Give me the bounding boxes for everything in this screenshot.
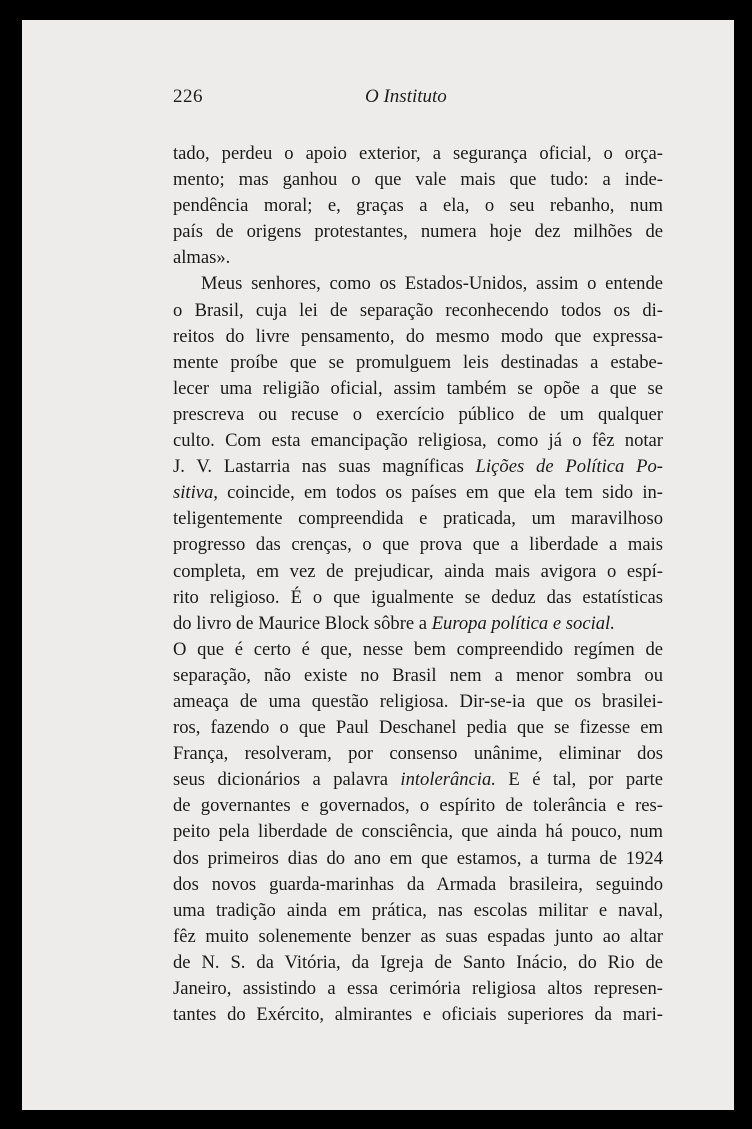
text-segment: seus dicionários a palavra <box>173 769 401 791</box>
italic-title: sitiva, <box>173 482 218 504</box>
text-line: França, resolveram, por consenso unânime, eliminar dos <box>173 743 663 765</box>
text-line: culto. Com esta emancipação religiosa, como já o fêz notar <box>173 430 663 452</box>
text-line: dos primeiros dias do ano em que estamos, a turma de 1924 <box>173 847 663 869</box>
page-header <box>173 86 473 114</box>
text-line: ameaça de uma questão religiosa. Dir-se-ia que os brasilei- <box>173 690 663 712</box>
text-line: O que é certo é que, nesse bem compreendido regímen de <box>173 638 663 660</box>
text-segment: do livro de Maurice Block sôbre a <box>173 612 432 634</box>
text-line: mente proíbe que se promulguem leis destinadas a estabe- <box>173 351 663 373</box>
text-line: separação, não existe no Brasil nem a menor sombra ou <box>173 664 663 686</box>
text-line: completa, em vez de prejudicar, ainda mais avigora o espí- <box>173 560 663 582</box>
text-line: Janeiro, assistindo a essa cerimória religiosa altos represen- <box>173 978 663 999</box>
italic-title: intolerância. <box>400 769 496 791</box>
text-line: rito religioso. É o que igualmente se deduz das estatísticas <box>173 586 663 608</box>
text-line: de governantes e governados, o espírito de tolerância e res- <box>173 795 663 817</box>
book-page <box>22 20 734 1110</box>
text-line: peito pela liberdade de consciência, que ainda há pouco, num <box>173 821 663 843</box>
text-line: país de origens protestantes, numera hoje dez milhões de <box>173 221 663 243</box>
text-line: ros, fazendo o que Paul Deschanel pedia que se fizesse em <box>173 717 663 739</box>
text-segment: E é tal, por parte <box>495 769 663 791</box>
text-line <box>173 454 663 480</box>
italic-title: Lições de Política Po- <box>475 456 663 478</box>
text-line: reitos do livre pensamento, do mesmo modo que expressa- <box>173 325 663 347</box>
text-line: mento; mas ganhou o que vale mais que tudo: a inde- <box>173 169 663 191</box>
text-line: uma tradição ainda em prática, nas escolas militar e naval, <box>173 899 663 921</box>
text-line: dos novos guarda-marinhas da Armada brasileira, seguindo <box>173 873 663 895</box>
text-line: tado, perdeu o apoio exterior, a segurança oficial, o orça- <box>173 143 663 164</box>
text-line: fêz muito solenemente benzer as suas espadas junto ao altar <box>173 925 663 947</box>
text-line: almas». <box>173 247 231 269</box>
text-line: pendência moral; e, graças a ela, o seu rebanho, num <box>173 195 663 217</box>
text-line <box>173 611 663 637</box>
text-line: Meus senhores, como os Estados-Unidos, assim o entende <box>201 273 663 295</box>
text-line: o Brasil, cuja lei de separação reconhecendo todos os di- <box>173 299 663 321</box>
text-line: prescreva ou recuse o exercício público de um qualquer <box>173 403 663 425</box>
text-line <box>173 480 663 506</box>
running-title: O Instituto <box>365 86 447 107</box>
text-line: progresso das crenças, o que prova que a liberdade a mais <box>173 534 663 556</box>
text-segment: J. V. Lastarria nas suas magníficas <box>173 456 476 478</box>
text-line: de N. S. da Vitória, da Igreja de Santo Inácio, do Rio de <box>173 951 663 973</box>
italic-title: Europa política e social. <box>431 612 615 634</box>
text-line <box>173 767 663 793</box>
text-line: tantes do Exército, almirantes e oficiais superiores da mari- <box>173 1004 663 1026</box>
body-text <box>173 141 663 1028</box>
text-line: teligentemente compreendida e praticada, um maravilhoso <box>173 508 663 530</box>
page-number: 226 <box>173 86 203 107</box>
text-segment: coincide, em todos os países em que ela tem sido in- <box>217 482 663 504</box>
text-line: lecer uma religião oficial, assim também se opõe a que se <box>173 377 663 399</box>
